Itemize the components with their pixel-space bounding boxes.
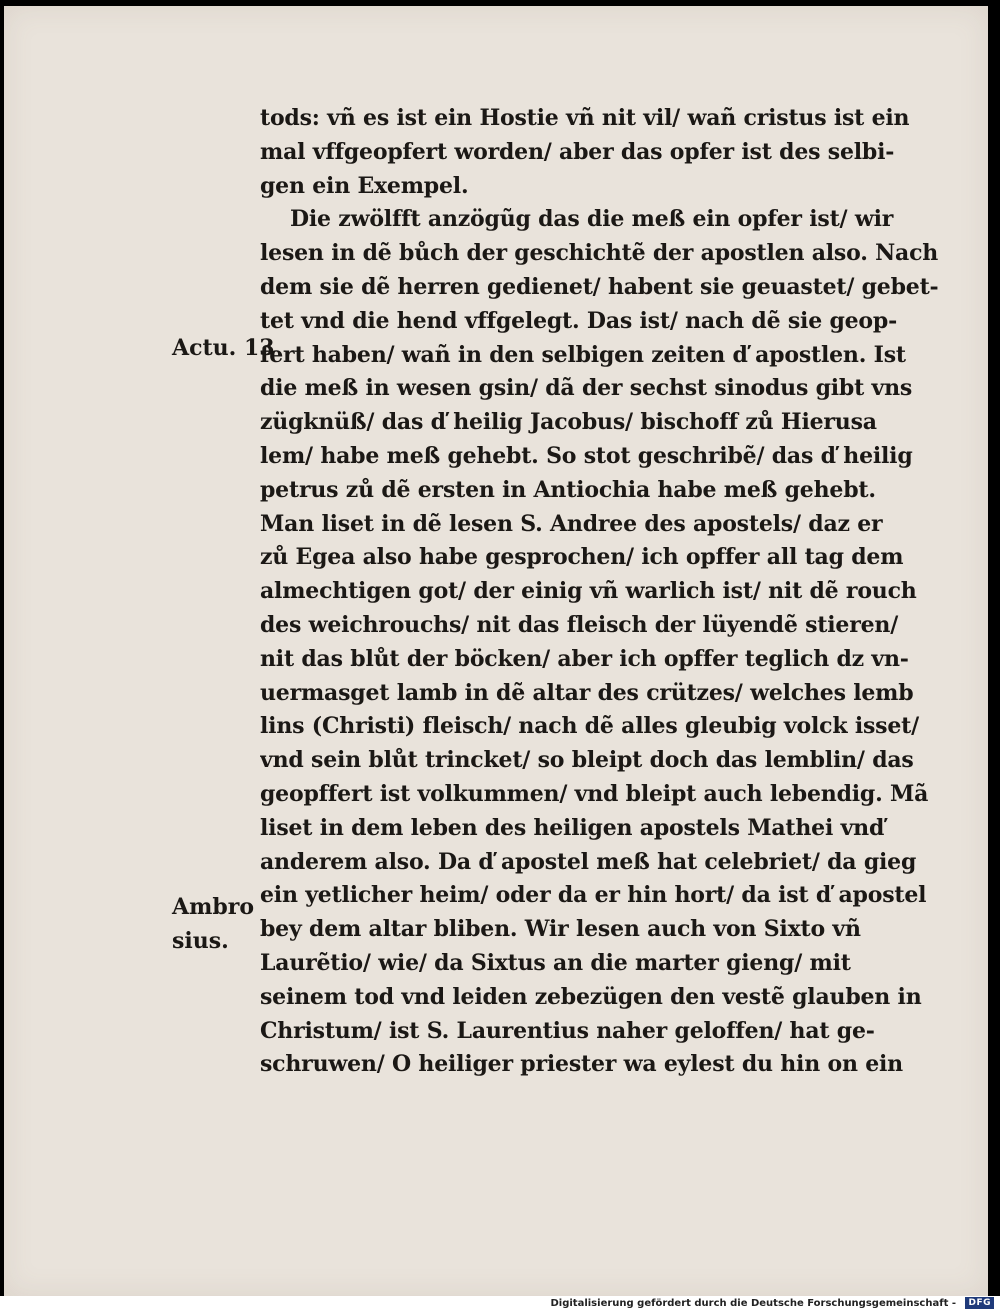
text-line: Christum/ ist S. Laurentius naher geloffen/ hat ge- [260, 1017, 875, 1044]
text-line: lesen in dẽ bůch der geschichtẽ der apostlen also. Nach [260, 240, 939, 267]
text-line: lins (Christi) fleisch/ nach dẽ alles gleubig volck isset/ [260, 713, 919, 740]
text-line: tods: vñ es ist ein Hostie vñ nit vil/ wañ cristus ist ein [260, 105, 910, 131]
text-line: liset in dem leben des heiligen apostels Mathei vnď [260, 814, 885, 841]
text-line: seinem tod vnd leiden zebezügen den vestẽ glauben in [260, 983, 922, 1010]
dfg-logo-icon: DFG [965, 1297, 994, 1309]
text-line: mal vffgeopfert worden/ aber das opfer ist des selbi- [260, 138, 895, 165]
text-line: vnd sein blůt trincket/ so bleipt doch das lemblin/ das [260, 747, 914, 774]
main-text-block [260, 102, 940, 1082]
footer-credit: Digitalisierung gefördert durch die Deutsche Forschungsgemeinschaft - [550, 1298, 956, 1309]
text-line: des weichrouchs/ nit das fleisch der lüyendẽ stieren/ [260, 611, 899, 638]
text-line: zügknüß/ das ď heilig Jacobus/ bischoff zů Hierusa [260, 409, 877, 436]
text-line: ein yetlicher heim/ oder da er hin hort/ da ist ď apostel [260, 882, 927, 909]
text-line: almechtigen got/ der einig vñ warlich ist/ nit dẽ rouch [260, 578, 917, 605]
text-line: die meß in wesen gsin/ dã der sechst sinodus gibt vns [260, 375, 913, 402]
text-line: Man liset in dẽ lesen S. Andree des apostels/ daz er [260, 510, 883, 537]
text-line: Die zwölfft anzögũg das die meß ein opfer ist/ wir [290, 206, 894, 233]
text-line: Laurẽtio/ wie/ da Sixtus an die marter gieng/ mit [260, 949, 851, 976]
text-line: gen ein Exempel. [260, 172, 469, 199]
margin-note-sius: sius. [172, 928, 229, 954]
margin-note-actu: Actu. 13 [172, 335, 275, 361]
text-line: lem/ habe meß gehebt. So stot geschribẽ/ das ď heilig [260, 442, 913, 469]
text-line: tet vnd die hend vffgelegt. Das ist/ nach dẽ sie geop- [260, 307, 898, 334]
text-line: fert haben/ wañ in den selbigen zeiten ď apostlen. Ist [260, 341, 906, 368]
text-line: dem sie dẽ herren gedienet/ habent sie geuastet/ gebet- [260, 273, 939, 300]
text-line: schruwen/ O heiliger priester wa eylest du hin on ein [260, 1051, 903, 1078]
text-line: zů Egea also habe gesprochen/ ich opffer all tag dem [260, 544, 904, 571]
text-line: petrus zů dẽ ersten in Antiochia habe meß gehebt. [260, 476, 876, 503]
scanned-page [4, 6, 988, 1296]
text-line: geopffert ist volkummen/ vnd bleipt auch lebendig. Mã [260, 780, 929, 807]
text-line: anderem also. Da ď apostel meß hat celebriet/ da gieg [260, 848, 917, 875]
text-line: uermasget lamb in dẽ altar des crützes/ welches lemb [260, 679, 914, 706]
text-line: nit das blůt der böcken/ aber ich opffer teglich dz vn- [260, 645, 909, 672]
text-line: bey dem altar bliben. Wir lesen auch von Sixto vñ [260, 916, 861, 943]
margin-note-ambro: Ambro [172, 894, 254, 920]
footer-bar [0, 1296, 1000, 1311]
